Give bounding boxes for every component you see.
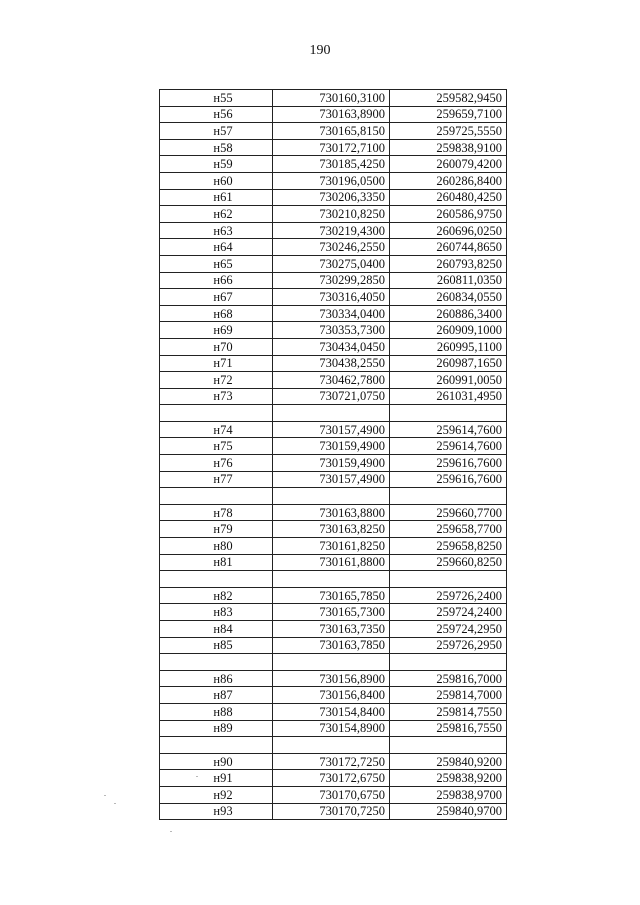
y-coordinate-cell: 259840,9700 xyxy=(390,803,507,820)
table-row-spacer xyxy=(160,571,507,588)
point-name-cell: н72 xyxy=(160,372,273,389)
x-coordinate-cell: 730170,6750 xyxy=(273,786,390,803)
point-name-cell xyxy=(160,405,273,422)
y-coordinate-cell: 259616,7600 xyxy=(390,471,507,488)
point-name-cell: н87 xyxy=(160,687,273,704)
point-name-cell: н93 xyxy=(160,803,273,820)
table-row xyxy=(160,521,507,538)
x-coordinate-cell: 730161,8250 xyxy=(273,538,390,555)
point-name-cell: н74 xyxy=(160,421,273,438)
point-name-cell: н73 xyxy=(160,388,273,405)
page-number: 190 xyxy=(309,43,331,58)
point-name-cell: н67 xyxy=(160,289,273,306)
y-coordinate-cell: 259816,7550 xyxy=(390,720,507,737)
x-coordinate-cell: 730438,2550 xyxy=(273,355,390,372)
point-name-cell: н76 xyxy=(160,455,273,472)
x-coordinate-cell: 730185,4250 xyxy=(273,156,390,173)
x-coordinate-cell xyxy=(273,654,390,671)
y-coordinate-cell xyxy=(390,571,507,588)
point-name-cell: н55 xyxy=(160,90,273,107)
x-coordinate-cell: 730154,8900 xyxy=(273,720,390,737)
coordinates-table-body xyxy=(160,90,507,820)
point-name-cell: н78 xyxy=(160,504,273,521)
scan-speck xyxy=(104,795,106,796)
y-coordinate-cell: 260834,0550 xyxy=(390,289,507,306)
x-coordinate-cell: 730159,4900 xyxy=(273,455,390,472)
table-row xyxy=(160,189,507,206)
table-row-spacer xyxy=(160,405,507,422)
x-coordinate-cell xyxy=(273,488,390,505)
x-coordinate-cell: 730163,8800 xyxy=(273,504,390,521)
y-coordinate-cell: 259659,7100 xyxy=(390,106,507,123)
y-coordinate-cell: 259658,8250 xyxy=(390,538,507,555)
point-name-cell: н69 xyxy=(160,322,273,339)
y-coordinate-cell: 259658,7700 xyxy=(390,521,507,538)
x-coordinate-cell: 730156,8400 xyxy=(273,687,390,704)
y-coordinate-cell: 259814,7550 xyxy=(390,703,507,720)
table-row xyxy=(160,687,507,704)
point-name-cell: н82 xyxy=(160,587,273,604)
point-name-cell: н68 xyxy=(160,305,273,322)
point-name-cell: н91 xyxy=(160,770,273,787)
x-coordinate-cell: 730246,2550 xyxy=(273,239,390,256)
x-coordinate-cell: 730196,0500 xyxy=(273,172,390,189)
y-coordinate-cell: 259660,8250 xyxy=(390,554,507,571)
table-row xyxy=(160,670,507,687)
x-coordinate-cell: 730462,7800 xyxy=(273,372,390,389)
x-coordinate-cell: 730159,4900 xyxy=(273,438,390,455)
table-row xyxy=(160,355,507,372)
y-coordinate-cell: 261031,4950 xyxy=(390,388,507,405)
y-coordinate-cell: 260909,1000 xyxy=(390,322,507,339)
table-row xyxy=(160,172,507,189)
x-coordinate-cell: 730334,0400 xyxy=(273,305,390,322)
table-row xyxy=(160,637,507,654)
coordinates-table xyxy=(159,89,507,820)
x-coordinate-cell: 730721,0750 xyxy=(273,388,390,405)
table-row xyxy=(160,106,507,123)
table-row xyxy=(160,139,507,156)
y-coordinate-cell: 259660,7700 xyxy=(390,504,507,521)
table-row xyxy=(160,455,507,472)
x-coordinate-cell: 730163,8900 xyxy=(273,106,390,123)
point-name-cell: н79 xyxy=(160,521,273,538)
x-coordinate-cell: 730163,8250 xyxy=(273,521,390,538)
y-coordinate-cell xyxy=(390,654,507,671)
x-coordinate-cell: 730219,4300 xyxy=(273,222,390,239)
scan-speck xyxy=(196,776,198,777)
table-row-spacer xyxy=(160,488,507,505)
y-coordinate-cell: 259724,2950 xyxy=(390,621,507,638)
y-coordinate-cell: 260744,8650 xyxy=(390,239,507,256)
table-row xyxy=(160,720,507,737)
table-row xyxy=(160,438,507,455)
x-coordinate-cell: 730275,0400 xyxy=(273,255,390,272)
table-row xyxy=(160,786,507,803)
point-name-cell: н77 xyxy=(160,471,273,488)
point-name-cell: н59 xyxy=(160,156,273,173)
point-name-cell: н90 xyxy=(160,753,273,770)
table-row xyxy=(160,803,507,820)
y-coordinate-cell: 260586,9750 xyxy=(390,206,507,223)
point-name-cell: н88 xyxy=(160,703,273,720)
y-coordinate-cell: 259838,9100 xyxy=(390,139,507,156)
y-coordinate-cell: 259614,7600 xyxy=(390,421,507,438)
x-coordinate-cell: 730165,7850 xyxy=(273,587,390,604)
y-coordinate-cell xyxy=(390,488,507,505)
y-coordinate-cell: 259840,9200 xyxy=(390,753,507,770)
x-coordinate-cell: 730157,4900 xyxy=(273,471,390,488)
point-name-cell: н60 xyxy=(160,172,273,189)
point-name-cell xyxy=(160,654,273,671)
y-coordinate-cell: 260480,4250 xyxy=(390,189,507,206)
point-name-cell: н86 xyxy=(160,670,273,687)
table-row xyxy=(160,770,507,787)
point-name-cell: н83 xyxy=(160,604,273,621)
table-row xyxy=(160,222,507,239)
x-coordinate-cell: 730353,7300 xyxy=(273,322,390,339)
point-name-cell: н92 xyxy=(160,786,273,803)
y-coordinate-cell: 259724,2400 xyxy=(390,604,507,621)
table-row xyxy=(160,338,507,355)
point-name-cell: н62 xyxy=(160,206,273,223)
table-row xyxy=(160,471,507,488)
point-name-cell: н61 xyxy=(160,189,273,206)
table-row xyxy=(160,421,507,438)
point-name-cell: н85 xyxy=(160,637,273,654)
x-coordinate-cell: 730165,8150 xyxy=(273,123,390,140)
table-row xyxy=(160,90,507,107)
x-coordinate-cell: 730172,6750 xyxy=(273,770,390,787)
y-coordinate-cell: 259725,5550 xyxy=(390,123,507,140)
y-coordinate-cell: 259816,7000 xyxy=(390,670,507,687)
y-coordinate-cell: 259814,7000 xyxy=(390,687,507,704)
point-name-cell: н57 xyxy=(160,123,273,140)
x-coordinate-cell: 730160,3100 xyxy=(273,90,390,107)
x-coordinate-cell: 730316,4050 xyxy=(273,289,390,306)
point-name-cell xyxy=(160,737,273,754)
table-row xyxy=(160,255,507,272)
x-coordinate-cell: 730163,7850 xyxy=(273,637,390,654)
y-coordinate-cell: 259582,9450 xyxy=(390,90,507,107)
x-coordinate-cell: 730434,0450 xyxy=(273,338,390,355)
table-row-spacer xyxy=(160,737,507,754)
table-row xyxy=(160,305,507,322)
point-name-cell: н80 xyxy=(160,538,273,555)
y-coordinate-cell: 260886,3400 xyxy=(390,305,507,322)
point-name-cell: н66 xyxy=(160,272,273,289)
x-coordinate-cell: 730172,7250 xyxy=(273,753,390,770)
x-coordinate-cell xyxy=(273,405,390,422)
table-row xyxy=(160,156,507,173)
table-row xyxy=(160,123,507,140)
table-row-spacer xyxy=(160,654,507,671)
x-coordinate-cell: 730154,8400 xyxy=(273,703,390,720)
y-coordinate-cell: 260987,1650 xyxy=(390,355,507,372)
table-row xyxy=(160,322,507,339)
y-coordinate-cell: 259726,2400 xyxy=(390,587,507,604)
x-coordinate-cell: 730165,7300 xyxy=(273,604,390,621)
x-coordinate-cell: 730299,2850 xyxy=(273,272,390,289)
table-row xyxy=(160,272,507,289)
point-name-cell: н56 xyxy=(160,106,273,123)
point-name-cell: н70 xyxy=(160,338,273,355)
scan-speck xyxy=(170,831,172,832)
point-name-cell: н84 xyxy=(160,621,273,638)
y-coordinate-cell: 260991,0050 xyxy=(390,372,507,389)
x-coordinate-cell: 730157,4900 xyxy=(273,421,390,438)
table-row xyxy=(160,604,507,621)
y-coordinate-cell: 260793,8250 xyxy=(390,255,507,272)
x-coordinate-cell: 730210,8250 xyxy=(273,206,390,223)
table-row xyxy=(160,289,507,306)
table-row xyxy=(160,239,507,256)
point-name-cell: н81 xyxy=(160,554,273,571)
y-coordinate-cell: 259616,7600 xyxy=(390,455,507,472)
x-coordinate-cell xyxy=(273,737,390,754)
table-row xyxy=(160,621,507,638)
x-coordinate-cell: 730172,7100 xyxy=(273,139,390,156)
x-coordinate-cell: 730156,8900 xyxy=(273,670,390,687)
table-row xyxy=(160,206,507,223)
table-row xyxy=(160,703,507,720)
y-coordinate-cell: 259614,7600 xyxy=(390,438,507,455)
scan-speck xyxy=(114,803,116,804)
table-row xyxy=(160,554,507,571)
y-coordinate-cell xyxy=(390,405,507,422)
point-name-cell: н58 xyxy=(160,139,273,156)
point-name-cell: н64 xyxy=(160,239,273,256)
table-row xyxy=(160,388,507,405)
table-row xyxy=(160,538,507,555)
point-name-cell: н65 xyxy=(160,255,273,272)
x-coordinate-cell: 730163,7350 xyxy=(273,621,390,638)
y-coordinate-cell: 259726,2950 xyxy=(390,637,507,654)
table-row xyxy=(160,587,507,604)
point-name-cell xyxy=(160,488,273,505)
y-coordinate-cell: 260811,0350 xyxy=(390,272,507,289)
x-coordinate-cell: 730170,7250 xyxy=(273,803,390,820)
table-row xyxy=(160,504,507,521)
table-row xyxy=(160,372,507,389)
table-row xyxy=(160,753,507,770)
y-coordinate-cell xyxy=(390,737,507,754)
x-coordinate-cell xyxy=(273,571,390,588)
point-name-cell xyxy=(160,571,273,588)
x-coordinate-cell: 730161,8800 xyxy=(273,554,390,571)
point-name-cell: н89 xyxy=(160,720,273,737)
point-name-cell: н71 xyxy=(160,355,273,372)
point-name-cell: н75 xyxy=(160,438,273,455)
y-coordinate-cell: 259838,9200 xyxy=(390,770,507,787)
y-coordinate-cell: 260696,0250 xyxy=(390,222,507,239)
y-coordinate-cell: 260286,8400 xyxy=(390,172,507,189)
y-coordinate-cell: 260079,4200 xyxy=(390,156,507,173)
y-coordinate-cell: 260995,1100 xyxy=(390,338,507,355)
x-coordinate-cell: 730206,3350 xyxy=(273,189,390,206)
y-coordinate-cell: 259838,9700 xyxy=(390,786,507,803)
point-name-cell: н63 xyxy=(160,222,273,239)
